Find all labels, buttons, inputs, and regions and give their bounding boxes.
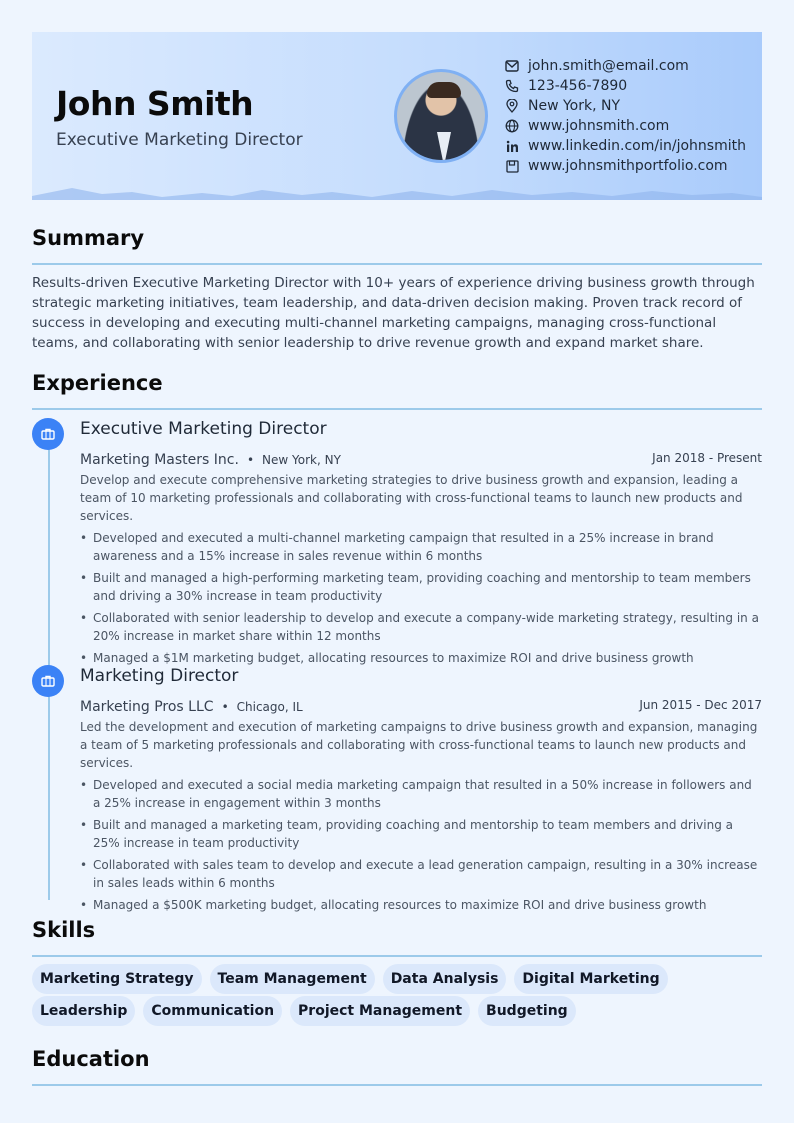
achievement-item: • Managed a $500K marketing budget, allocating resources to maximize ROI and drive business growth (80, 896, 762, 914)
achievement-item: • Built and managed a marketing team, providing coaching and mentorship to team members and driving a 25% increase in team productivity (80, 816, 762, 852)
job-entry (80, 666, 762, 918)
meta-separator: • (246, 452, 255, 467)
mail-icon (504, 58, 520, 74)
skill-chip: Marketing Strategy (32, 964, 202, 994)
skill-chip: Leadership (32, 996, 135, 1026)
job-title: Executive Marketing Director (80, 419, 327, 439)
education-divider (32, 1084, 762, 1086)
contact-location-text: New York, NY (528, 98, 621, 114)
skill-chip: Team Management (210, 964, 375, 994)
candidate-role: Executive Marketing Director (56, 130, 303, 150)
photo-hair (427, 82, 461, 98)
experience-heading: Experience (32, 371, 163, 395)
job-location: New York, NY (262, 452, 341, 467)
job-title: Marketing Director (80, 666, 239, 686)
skill-chip: Project Management (290, 996, 470, 1026)
contact-website[interactable] (504, 116, 746, 136)
phone-icon (504, 78, 520, 94)
header-decoration (32, 184, 762, 200)
experience-divider (32, 408, 762, 410)
skill-chip: Data Analysis (383, 964, 507, 994)
achievement-item: • Built and managed a high-performing marketing team, providing coaching and mentorship to team members and driving a 30% increase in team productivity (80, 569, 762, 605)
meta-separator: • (221, 699, 229, 714)
candidate-name: John Smith (56, 84, 254, 123)
profile-photo (394, 69, 488, 163)
contact-location (504, 96, 746, 116)
skill-chip: Digital Marketing (514, 964, 667, 994)
summary-divider (32, 263, 762, 265)
contact-phone-text: 123-456-7890 (528, 78, 628, 94)
contact-list (504, 56, 746, 176)
job-company: Marketing Pros LLC (80, 698, 214, 715)
achievement-item: • Collaborated with senior leadership to develop and execute a company-wide marketing strategy, resulting in a 20% increase in market share within 12 months (80, 609, 762, 645)
job-meta (80, 694, 762, 716)
linkedin-icon (504, 138, 520, 154)
achievement-item: • Managed a $1M marketing budget, allocating resources to maximize ROI and drive business growth (80, 649, 762, 667)
photo-shirt (437, 132, 451, 163)
briefcase-icon (32, 418, 64, 450)
job-company: Marketing Masters Inc. (80, 451, 239, 468)
job-location: Chicago, IL (236, 699, 303, 714)
contact-linkedin-text: www.linkedin.com/in/johnsmith (528, 138, 746, 154)
skills-list (32, 964, 762, 1028)
globe-icon (504, 118, 520, 134)
contact-phone[interactable] (504, 76, 746, 96)
skills-divider (32, 955, 762, 957)
job-meta (80, 447, 762, 469)
contact-linkedin[interactable] (504, 136, 746, 156)
skill-chip: Communication (143, 996, 282, 1026)
resume-header (32, 32, 762, 200)
job-description: Led the development and execution of marketing campaigns to drive business growth and expansion, managing a team of 5 marketing professionals and collaborating with cross-functional teams to launch new products and services. (80, 720, 758, 770)
contact-portfolio[interactable] (504, 156, 746, 176)
skills-heading: Skills (32, 918, 96, 942)
contact-website-text: www.johnsmith.com (528, 118, 670, 134)
job-dates: Jan 2018 - Present (652, 451, 762, 465)
portfolio-icon (504, 158, 520, 174)
achievement-item: • Developed and executed a social media marketing campaign that resulted in a 50% increase in followers and a 25% increase in engagement within 3 months (80, 776, 762, 812)
summary-heading: Summary (32, 226, 145, 250)
achievement-item: • Collaborated with sales team to develop and execute a lead generation campaign, resulting in a 30% increase in sales leads within 6 months (80, 856, 762, 892)
location-pin-icon (504, 98, 520, 114)
contact-portfolio-text: www.johnsmithportfolio.com (528, 158, 728, 174)
summary-text: Results-driven Executive Marketing Director with 10+ years of experience driving business growth through strategic marketing initiatives, team leadership, and data-driven decision making. Proven track record of success in developing and executing multi-channel marketing campaigns, managing cross-functional teams, and collaborating with senior leadership to drive revenue growth and expand market share. (32, 275, 755, 351)
briefcase-icon (32, 665, 64, 697)
job-achievements (80, 529, 762, 667)
skill-chip: Budgeting (478, 996, 576, 1026)
job-entry (80, 419, 762, 671)
achievement-item: • Developed and executed a multi-channel marketing campaign that resulted in a 25% increase in brand awareness and a 15% increase in sales revenue within 6 months (80, 529, 762, 565)
education-heading: Education (32, 1047, 150, 1071)
contact-email[interactable] (504, 56, 746, 76)
job-description: Develop and execute comprehensive marketing strategies to drive business growth and expansion, leading a team of 10 marketing professionals and collaborating with cross-functional teams to launch new products and services. (80, 473, 743, 523)
job-dates: Jun 2015 - Dec 2017 (639, 698, 762, 712)
contact-email-text: john.smith@email.com (528, 58, 689, 74)
job-achievements (80, 776, 762, 914)
